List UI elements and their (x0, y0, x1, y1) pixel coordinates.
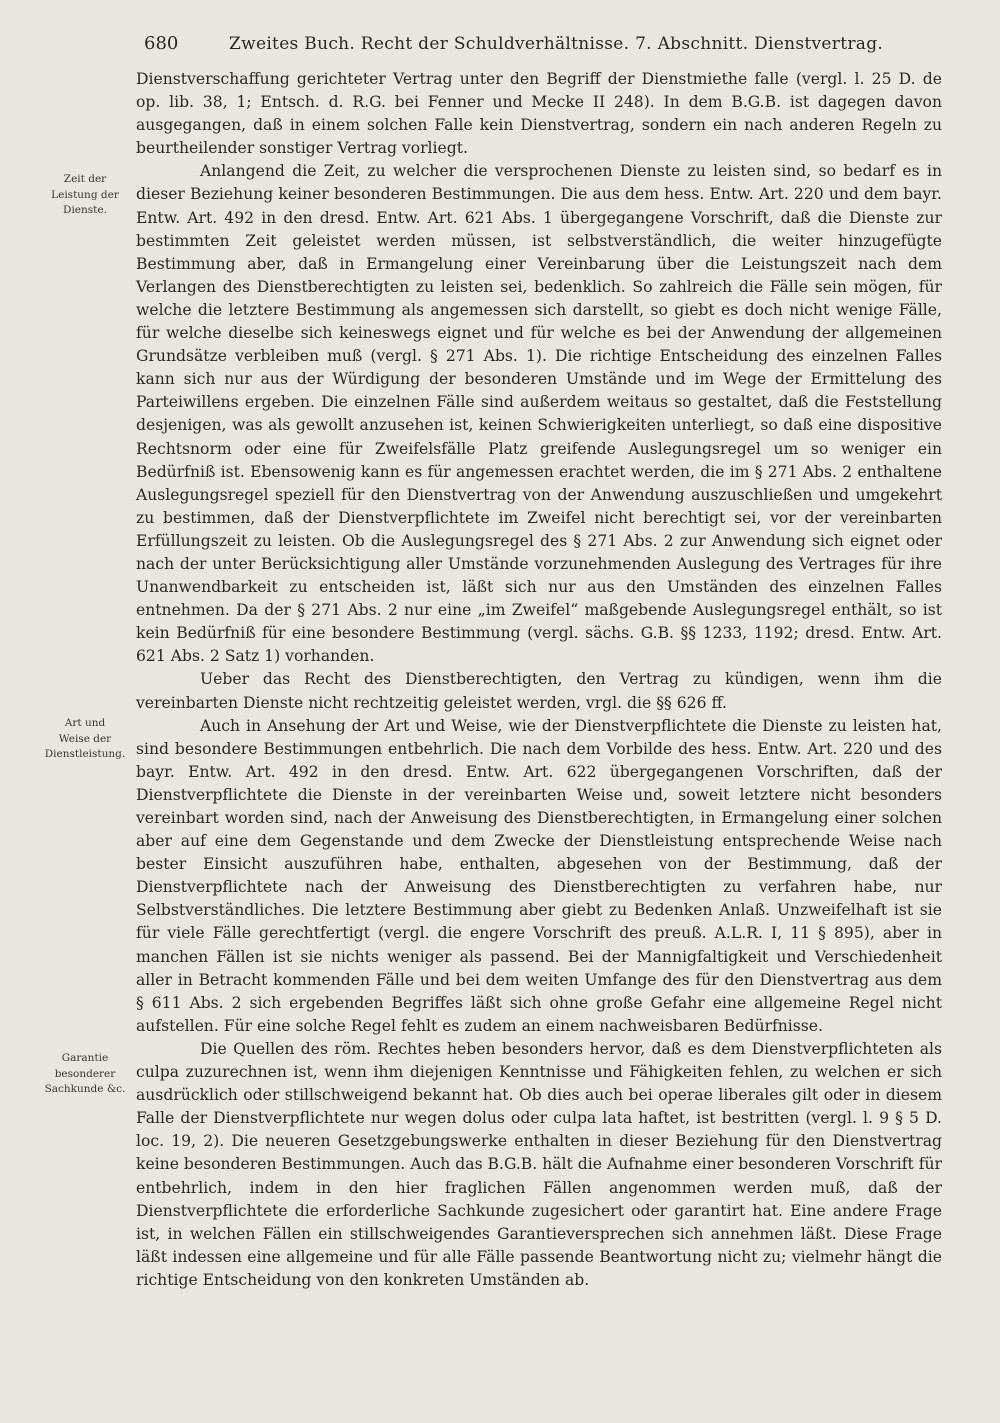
margin-note-line: Zeit der (63, 173, 107, 185)
margin-note-line: Dienstleistung. (44, 748, 126, 760)
paragraph: Dienstverschaffung gerichteter Vertrag unter den Begriff der Dienstmiethe falle (vergl. l. 25 D. de op. lib. 38, 1; Entsch. d. R.G. bei Fenner und Mecke II 248). In dem B.G.B. ist dagegen davon ausgegangen, daß in einem solchen Falle kein Dienstvertrag, sondern ein nach anderen Regeln zu beurtheilender sonstiger Vertrag vorliegt. (136, 70, 942, 158)
margin-note-line: Garantie (61, 1052, 109, 1064)
margin-note-garantie (40, 1051, 130, 1098)
paragraph: Anlangend die Zeit, zu welcher die versprochenen Dienste zu leisten sind, so bedarf es in dieser Beziehung keiner besonderen Bestimmungen. Die aus dem hess. Entw. Art. 220 und dem bayr. Entw. Art. 492 in den dresd. Entw. Art. 621 Abs. 1 übergegangene Vorschrift, daß die Dienste zur bestimmten Zeit geleistet werden müssen, ist selbstverständlich, die weiter hinzugefügte Bestimmung aber, daß in Ermangelung einer Vereinbarung über die Leistungszeit nach dem Verlangen des Dienstberechtigten zu leisten sei, bedenklich. So zahlreich die Fälle sein mögen, für welche die letztere Bestimmung als angemessen sich darstellt, so giebt es doch nicht wenige Fälle, für welche dieselbe sich keineswegs eignet und für welche es bei der Anwendung der allgemeinen Grundsätze verbleiben muß (vergl. § 271 Abs. 1). Die richtige Entscheidung des einzelnen Falles kann sich nur aus der Würdigung der besonderen Umstände und im Wege der Ermittelung des Parteiwillens ergeben. Die einzelnen Fälle sind außerdem weitaus so gestaltet, daß die Feststellung desjenigen, was als gewollt anzusehen ist, keinen Schwierigkeiten unterliegt, so daß eine dispositive Rechtsnorm oder eine für Zweifelsfälle Platz greifende Auslegungsregel um so weniger ein Bedürfniß ist. Ebensowenig kann es für angemessen erachtet werden, die im § 271 Abs. 2 enthaltene Auslegungsregel speziell für den Dienstvertrag von der Anwendung auszuschließen und umgekehrt zu bestimmen, daß der Dienstverpflichtete im Zweifel nicht berechtigt sei, vor der vereinbarten Erfüllungszeit zu leisten. Ob die Auslegungsregel des § 271 Abs. 2 zur Anwendung sich eignet oder nach der unter Berücksichtigung aller Umstände vorzunehmenden Auslegung des Vertrages für ihre Unanwendbarkeit zu entscheiden ist, läßt sich nur aus den Umständen des einzelnen Falles entnehmen. Da der § 271 Abs. 2 nur eine „im Zweifel“ maßgebende Auslegungsregel enthält, so ist kein Bedürfniß für eine besondere Bestimmung (vergl. sächs. G.B. §§ 1233, 1192; dresd. Entw. Art. 621 Abs. 2 Satz 1) vorhanden. (136, 162, 942, 666)
page-number: 680 (144, 33, 179, 54)
paragraph: Die Quellen des röm. Rechtes heben besonders hervor, daß es dem Dienstverpflichteten als culpa zuzurechnen ist, wenn ihm diejenigen Kenntnisse und Fähigkeiten fehlen, zu welchen er sich ausdrücklich oder stillschweigend bekannt hat. Ob dies auch bei operae liberales gilt oder in diesem Falle der Dienstverpflichtete nur wegen dolus oder culpa lata haftet, ist bestritten (vergl. l. 9 § 5 D. loc. 19, 2). Die neueren Gesetzgebungswerke enthalten in dieser Beziehung für den Dienstvertrag keine besonderen Bestimmungen. Auch das B.G.B. hält die Aufnahme einer besonderen Vorschrift für entbehrlich, indem in den hier fraglichen Fällen angenommen werden muß, daß der Dienstverpflichtete die erforderliche Sachkunde zugesichert oder garantirt hat. Eine andere Frage ist, in welchen Fällen ein stillschweigendes Garantieversprechen sich annehmen läßt. Diese Frage läßt indessen eine allgemeine und für alle Fälle passende Beantwortung nicht zu; vielmehr hängt die richtige Entscheidung von den konkreten Umständen ab. (136, 1039, 942, 1289)
paragraph: Ueber das Recht des Dienstberechtigten, den Vertrag zu kündigen, wenn ihm die vereinbarten Dienste nicht rechtzeitig geleistet werden, vrgl. die §§ 626 ff. (136, 670, 942, 712)
margin-note-art-und-weise (40, 716, 130, 763)
paragraph: Auch in Ansehung der Art und Weise, wie der Dienstverpflichtete die Dienste zu leisten hat, sind besondere Bestimmungen entbehrlich. Die nach dem Vorbilde des hess. Entw. Art. 220 und des bayr. Entw. Art. 492 in den dresd. Entw. Art. 622 übergegangenen Vorschriften, daß der Dienstverpflichtete die Dienste in der vereinbarten Weise und, soweit letztere nicht besonders vereinbart worden sind, nach der Anweisung des Dienstberechtigten, in Ermangelung einer solchen aber auf eine dem Gegenstande und dem Zwecke der Dienstleistung entsprechende Weise nach bester Einsicht auszuführen habe, enthalten, abgesehen von der Bestimmung, daß der Dienstverpflichtete nach der Anweisung des Dienstberechtigten zu verfahren habe, nur Selbstverständliches. Die letztere Bestimmung aber giebt zu Bedenken Anlaß. Unzweifelhaft ist sie für viele Fälle gerechtfertigt (vergl. die engere Vorschrift des preuß. A.L.R. I, 11 § 895), aber in manchen Fällen ist sie nichts weniger als passend. Bei der Mannigfaltigkeit und Verschiedenheit aller in Betracht kommenden Fälle und bei dem weiten Umfange des für den Dienstvertrag aus dem § 611 Abs. 2 sich ergebenden Begriffes läßt sich ohne große Gefahr eine allgemeine Regel nicht aufstellen. Für eine solche Regel fehlt es zudem an einem nachweisbaren Bedürfnisse. (136, 716, 942, 1035)
margin-note-line: besonderer (54, 1067, 116, 1080)
margin-note-zeit (40, 172, 130, 219)
margin-note-line: Weise der (58, 732, 112, 745)
margin-note-line: Art und (64, 717, 106, 729)
margin-note-line: Sachkunde &c. (44, 1083, 126, 1095)
body-text (136, 68, 942, 1292)
running-header (136, 28, 936, 60)
margin-note-line: Leistung der (51, 188, 119, 201)
running-title: Zweites Buch. Recht der Schuldverhältnisse. 7. Abschnitt. Dienstvertrag. (229, 34, 884, 54)
margin-note-line: Dienste. (63, 204, 107, 216)
